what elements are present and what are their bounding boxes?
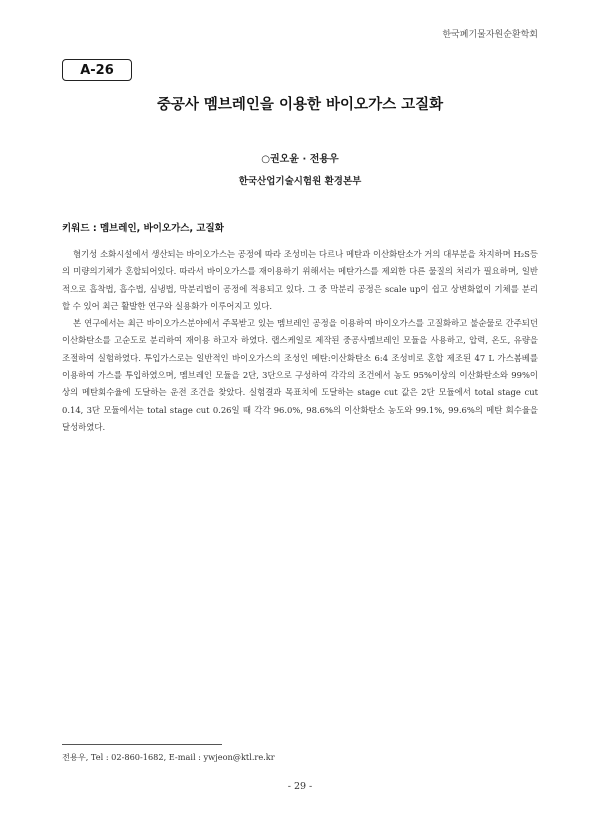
authors: ○권오윤 · 전용우	[261, 154, 339, 165]
paper-code-badge: A-26	[62, 59, 132, 81]
paper-title: 중공사 멤브레인을 이용한 바이오가스 고질화	[156, 97, 444, 113]
affiliation: 한국산업기술시험원 환경본부	[238, 176, 362, 187]
footnote-divider	[62, 744, 222, 745]
abstract-body	[62, 246, 538, 436]
page-number: - 29 -	[287, 781, 313, 792]
journal-header: 한국폐기물자원순환학회	[442, 30, 538, 40]
keywords: 키워드 : 멤브레인, 바이오가스, 고질화	[62, 223, 224, 234]
paragraph: 본 연구에서는 최근 바이오가스분야에서 주목받고 있는 멤브레인 공정을 이용하여 바이오가스를 고질화하고 불순물로 간주되던 이산화탄소를 고순도로 분리하여 재이용 하고자 하였다. 랩스케일로 제작된 중공사멤브레인 모듈을 사용하고, 압력, 온도, 유량을 조절하여 실험하였다. 투입가스로는 일반적인 바이오가스의 조성인 메탄:이산화탄소 6:4 조성비로 혼합 제조된 47 L 가스봄베를 이용하여 가스를 투입하였으며, 멤브레인 모듈을 2단, 3단으로 구성하여 각각의 조건에서 농도 95%이상의 이산화탄소와 99%이상의 메탄회수율에 도달하는 운전 조건을 찾았다. 실험결과 목표치에 도달하는 stage cut 값은 2단 모듈에서 total stage cut 0.14, 3단 모듈에서는 total stage cut 0.26일 때 각각 96.0%, 98.6%의 이산화탄소 농도와 99.1%, 99.6%의 메탄 회수율을 달성하였다.	[62, 318, 538, 432]
paragraph: 혐기성 소화시설에서 생산되는 바이오가스는 공정에 따라 조성비는 다르나 메탄과 이산화탄소가 거의 대부분을 차지하며 H₂S등의 미량의기체가 혼합되어있다. 따라서 바이오가스를 재이용하기 위해서는 메탄가스를 제외한 다른 물질의 처리가 필요하며, 일반적으로 흡착법, 흡수법, 심냉법, 막분리법이 공정에 적용되고 있다. 그 중 막분리 공정은 scale up이 쉽고 상변화없이 기체를 분리할 수 있어 최근 활발한 연구와 실용화가 이루어지고 있다.	[62, 249, 538, 311]
footnote: 전용우, Tel : 02-860-1682, E-mail : ywjeon@ktl.re.kr	[62, 752, 275, 762]
